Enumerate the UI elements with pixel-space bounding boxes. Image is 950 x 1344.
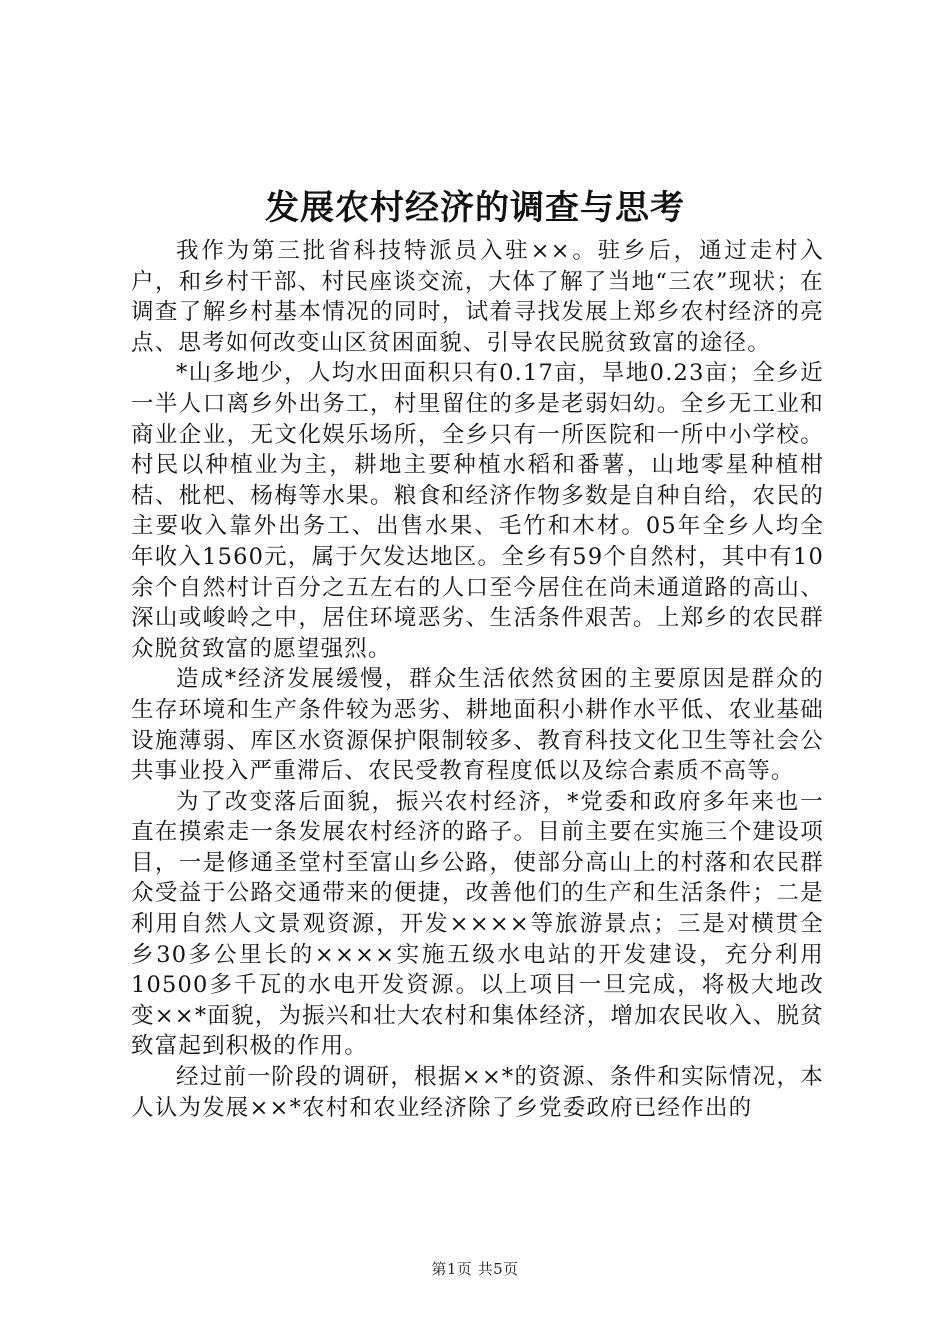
document-title: 发展农村经济的调查与思考 [265, 188, 685, 228]
paragraph-causes: 造成*经济发展缓慢，群众生活依然贫困的主要原因是群众的生存环境和生产条件较为恶劣、耕地面积小耕作水平低、农业基础设施薄弱、库区水资源保护限制较多、教育科技文化卫生等社会公共事业投入严重滞后、农民受教育程度低以及综合素质不高等。 [131, 666, 824, 785]
document-body [131, 236, 824, 1123]
paragraph-overview: *山多地少，人均水田面积只有0.17亩，旱地0.23亩；全乡近一半人口离乡外出务工，村里留住的多是老弱妇幼。全乡无工业和商业企业，无文化娱乐场所，全乡只有一所医院和一所中小学校。村民以种植业为主，耕地主要种植水稻和番薯，山地零星种植柑桔、枇杷、杨梅等水果。粮食和经济作物多数是自种自给，农民的主要收入靠外出务工、出售水果、毛竹和木材。05年全乡人均全年收入1560元，属于欠发达地区。全乡有59个自然村，其中有10余个自然村计百分之五左右的人口至今居住在尚未通道路的高山、深山或峻岭之中，居住环境恶劣、生活条件艰苦。上郑乡的农民群众脱贫致富的愿望强烈。 [131, 360, 824, 662]
paragraph-projects: 为了改变落后面貌，振兴农村经济，*党委和政府多年来也一直在摸索走一条发展农村经济的路子。目前主要在实施三个建设项目，一是修通圣堂村至富山乡公路，使部分高山上的村落和农民群众受益于公路交通带来的便捷，改善他们的生产和生活条件；二是利用自然人文景观资源，开发××××等旅游景点；三是对横贯全乡30多公里长的××××实施五级水电站的开发建设，充分利用10500多千瓦的水电开发资源。以上项目一旦完成，将极大地改变××*面貌，为振兴和壮大农村和集体经济，增加农民收入、脱贫致富起到积极的作用。 [131, 788, 824, 1060]
paragraph-conclusion: 经过前一阶段的调研，根据××*的资源、条件和实际情况，本人认为发展××*农村和农业经济除了乡党委政府已经作出的 [131, 1064, 824, 1121]
page-number-footer: 第1页 共5页 [431, 1260, 519, 1278]
paragraph-intro: 我作为第三批省科技特派员入驻××。驻乡后，通过走村入户，和乡村干部、村民座谈交流，大体了解了当地“三农”现状；在调查了解乡村基本情况的同时，试着寻找发展上郑乡农村经济的亮点、思考如何改变山区贫困面貌、引导农民脱贫致富的途径。 [131, 238, 824, 356]
